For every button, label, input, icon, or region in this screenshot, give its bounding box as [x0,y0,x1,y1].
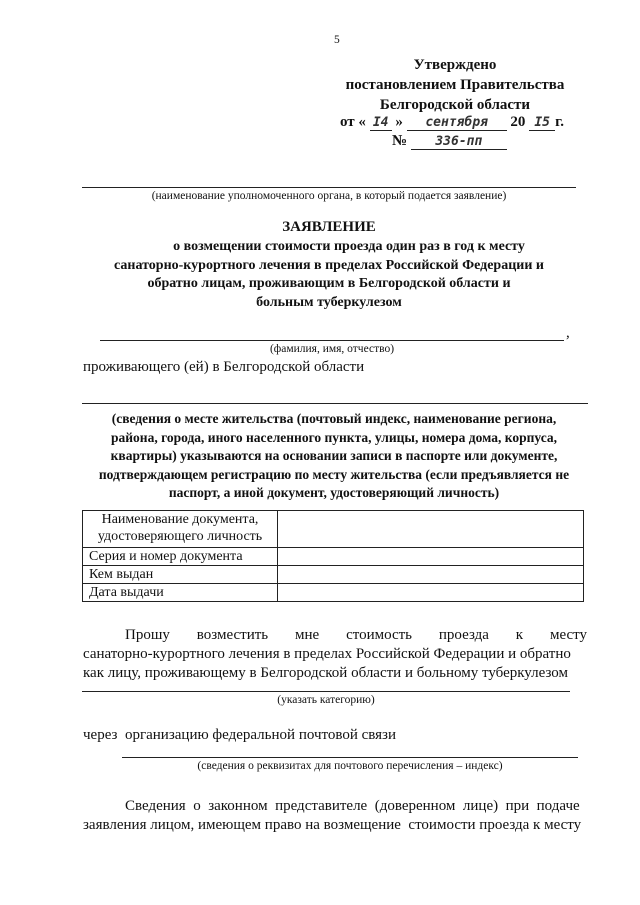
residence-note-line-2: района, города, иного населенного пункта, улицы, номера дома, корпуса, [111,429,557,445]
postal-line [122,757,578,758]
table-value-issue-date[interactable] [278,584,584,602]
full-name-line [100,340,564,341]
date-year-prefix: 20 [510,114,526,130]
request-word: Прошу [125,627,170,643]
table-label-series-number: Серия и номер документа [83,548,278,566]
residence-note-line-4: подтверждающем регистрацию по месту жительства (если предъявляется не [98,466,570,482]
date-quote-close: » [395,114,403,130]
request-line-2: санаторно-курортного лечения в пределах Российской Федерации и обратно [83,646,571,662]
approval-number [392,133,507,150]
residence-note-line-1: (сведения о месте жительства (почтовый индекс, наименование региона, [111,411,557,426]
table-value-issued-by[interactable] [278,566,584,584]
statement-title: ЗАЯВЛЕНИЕ [282,219,376,235]
date-prefix: от « [340,114,366,130]
table-value-doc-name[interactable] [278,511,584,548]
request-word: мне [295,627,320,643]
number-sign: № [392,133,408,149]
subtitle-line-1: о возмещении стоимости проезда один раз в год к месту [173,239,525,254]
representative-line-1: Сведения о законном представителе (доверенном лице) при подаче [125,798,580,814]
request-word: к [515,627,524,643]
authority-caption: (наименование уполномоченного органа, в который подается заявление) [151,190,507,202]
approval-block [320,55,590,115]
category-line [82,691,570,692]
residence-note [76,410,592,503]
approval-line-3: Белгородской области [379,97,531,113]
date-month: сентября [407,115,507,131]
postal-via-text: через организацию федеральной почтовой связи [83,727,397,743]
postal-caption: (сведения о реквизитах для почтового перечисления – индекс) [197,760,503,772]
approval-date [340,114,564,131]
request-word: возместить [196,627,269,643]
page-number: 5 [334,34,340,46]
date-year: I5 [529,115,555,131]
residing-text: проживающего (ей) в Белгородской области [83,359,365,375]
statement-subtitle [82,238,576,312]
request-word: месту [549,627,587,643]
request-word: стоимость [346,627,413,643]
table-row [83,548,584,566]
table-value-series-number[interactable] [278,548,584,566]
table-label-issue-date: Дата выдачи [83,584,278,602]
full-name-caption: (фамилия, имя, отчество) [269,343,395,355]
table-label-doc-name: Наименование документа, удостоверяющего личность [83,511,278,548]
representative-line-2: заявления лицом, имеющем право на возмещение стоимости проезда к месту [83,817,582,833]
request-word: проезда [438,627,489,643]
authority-line [82,187,576,188]
residence-note-line-3: квартиры) указываются на основании записи в паспорте или документе, [110,448,558,463]
identity-document-table [82,510,584,602]
request-line-1 [125,626,587,645]
number-value: 336-пп [411,134,507,150]
residence-line [82,403,588,404]
subtitle-line-3: обратно лицам, проживающим в Белгородской области и [147,276,511,291]
date-day: I4 [370,115,392,131]
subtitle-line-4: больным туберкулезом [256,294,402,310]
table-row [83,584,584,602]
approval-line-1: Утверждено [413,57,497,73]
residence-note-line-5: паспорт, а иной документ, удостоверяющий личность) [168,485,500,500]
table-row [83,511,584,548]
approval-line-2: постановлением Правительства [345,77,565,93]
table-label-issued-by: Кем выдан [83,566,278,584]
full-name-comma: , [566,325,570,341]
table-row [83,566,584,584]
category-caption: (указать категорию) [277,694,375,706]
request-line-3: как лицу, проживающему в Белгородской области и больному туберкулезом [83,665,569,681]
subtitle-line-2: санаторно-курортного лечения в пределах Российской Федерации и [114,257,544,273]
date-year-end: г. [555,114,565,130]
